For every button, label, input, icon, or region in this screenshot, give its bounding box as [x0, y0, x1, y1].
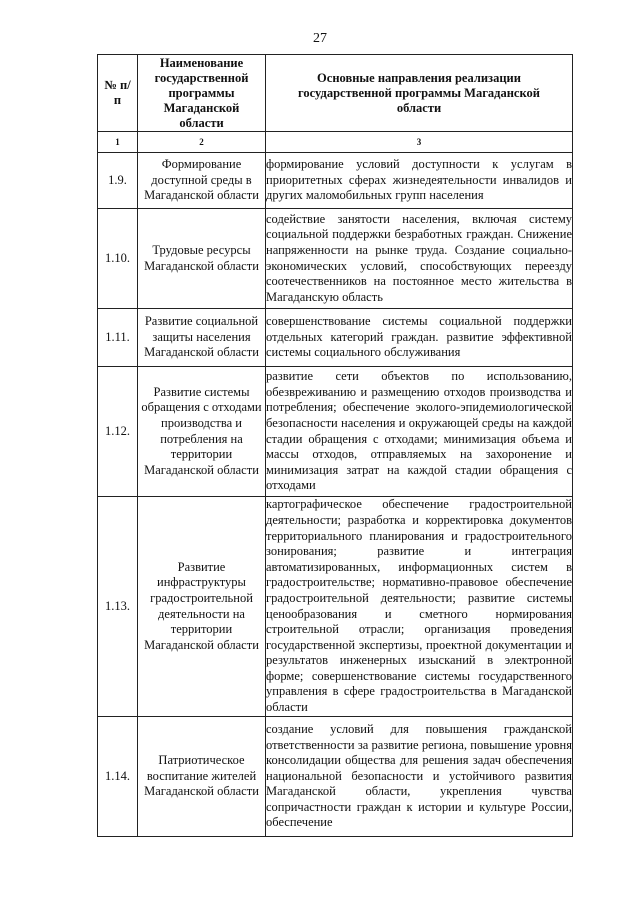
- column-number: 2: [138, 132, 266, 153]
- header-row: [98, 55, 573, 132]
- table-row: [98, 497, 573, 717]
- column-number: 1: [98, 132, 138, 153]
- programs-table: [97, 54, 573, 837]
- header-program-name: Наименование государственной программы Магаданской области: [138, 55, 266, 132]
- program-directions: содействие занятости населения, включая систему социальной поддержки безработных граждан. Снижение напряженности на рынке труда. Создание социально-экономических условий, способствующих переезду соотечественников на постоянное место жительства в Магаданскую область: [266, 209, 573, 309]
- table-row: [98, 309, 573, 367]
- column-number-row: [98, 132, 573, 153]
- table-row: [98, 717, 573, 837]
- table-row: [98, 209, 573, 309]
- row-number: 1.11.: [98, 309, 138, 367]
- program-directions: создание условий для повышения гражданской ответственности за развитие региона, повышение уровня консолидации общества для решения задач обеспечения национальной безопасности и устойчивого развития Магаданской области, укрепления чувства сопричастности граждан к истории и культуре России, обеспечение: [266, 717, 573, 837]
- row-number: 1.13.: [98, 497, 138, 717]
- program-name: Формирование доступной среды в Магаданской области: [138, 153, 266, 209]
- row-number: 1.12.: [98, 367, 138, 497]
- program-name: Развитие инфраструктуры градостроительной деятельности на территории Магаданской области: [138, 497, 266, 717]
- program-directions: картографическое обеспечение градостроительной деятельности; разработка и корректировка документов территориального планирования и градостроительного зонирования; развитие и интеграция автоматизированных, информационных систем в градостроительстве; нормативно-правовое обеспечение градостроительной деятельности; развитие системы ценообразования и сметного нормирования строительной отрасли; организация проведения государственной экспертизы, проектной документации и результатов инженерных изысканий в электронной форме; совершенствование системы государственного управления в сфере градостроительства в Магаданской области: [266, 497, 573, 717]
- row-number: 1.10.: [98, 209, 138, 309]
- program-directions: развитие сети объектов по использованию, обезвреживанию и размещению отходов производства и потребления; обеспечение эколого-эпидемиологической безопасности населения и окружающей среды на каждой стадии обращения с отходами; минимизация объема и массы отходов, отправляемых на захоронение и минимизация затрат на каждой стадии обращения с отходами: [266, 367, 573, 497]
- page-number: 27: [313, 31, 327, 46]
- program-name: Трудовые ресурсы Магаданской области: [138, 209, 266, 309]
- column-number: 3: [266, 132, 573, 153]
- program-name: Развитие социальной защиты населения Магаданской области: [138, 309, 266, 367]
- row-number: 1.9.: [98, 153, 138, 209]
- header-number: № п/п: [98, 55, 138, 132]
- header-directions: Основные направления реализации государственной программы Магаданской области: [266, 55, 573, 132]
- program-name: Развитие системы обращения с отходами производства и потребления на территории Магаданской области: [138, 367, 266, 497]
- row-number: 1.14.: [98, 717, 138, 837]
- program-directions: совершенствование системы социальной поддержки отдельных категорий граждан. развитие эффективной системы социального обслуживания: [266, 309, 573, 367]
- program-name: Патриотическое воспитание жителей Магаданской области: [138, 717, 266, 837]
- program-directions: формирование условий доступности к услугам в приоритетных сферах жизнедеятельности инвалидов и других маломобильных групп населения: [266, 153, 573, 209]
- table-row: [98, 153, 573, 209]
- table-row: [98, 367, 573, 497]
